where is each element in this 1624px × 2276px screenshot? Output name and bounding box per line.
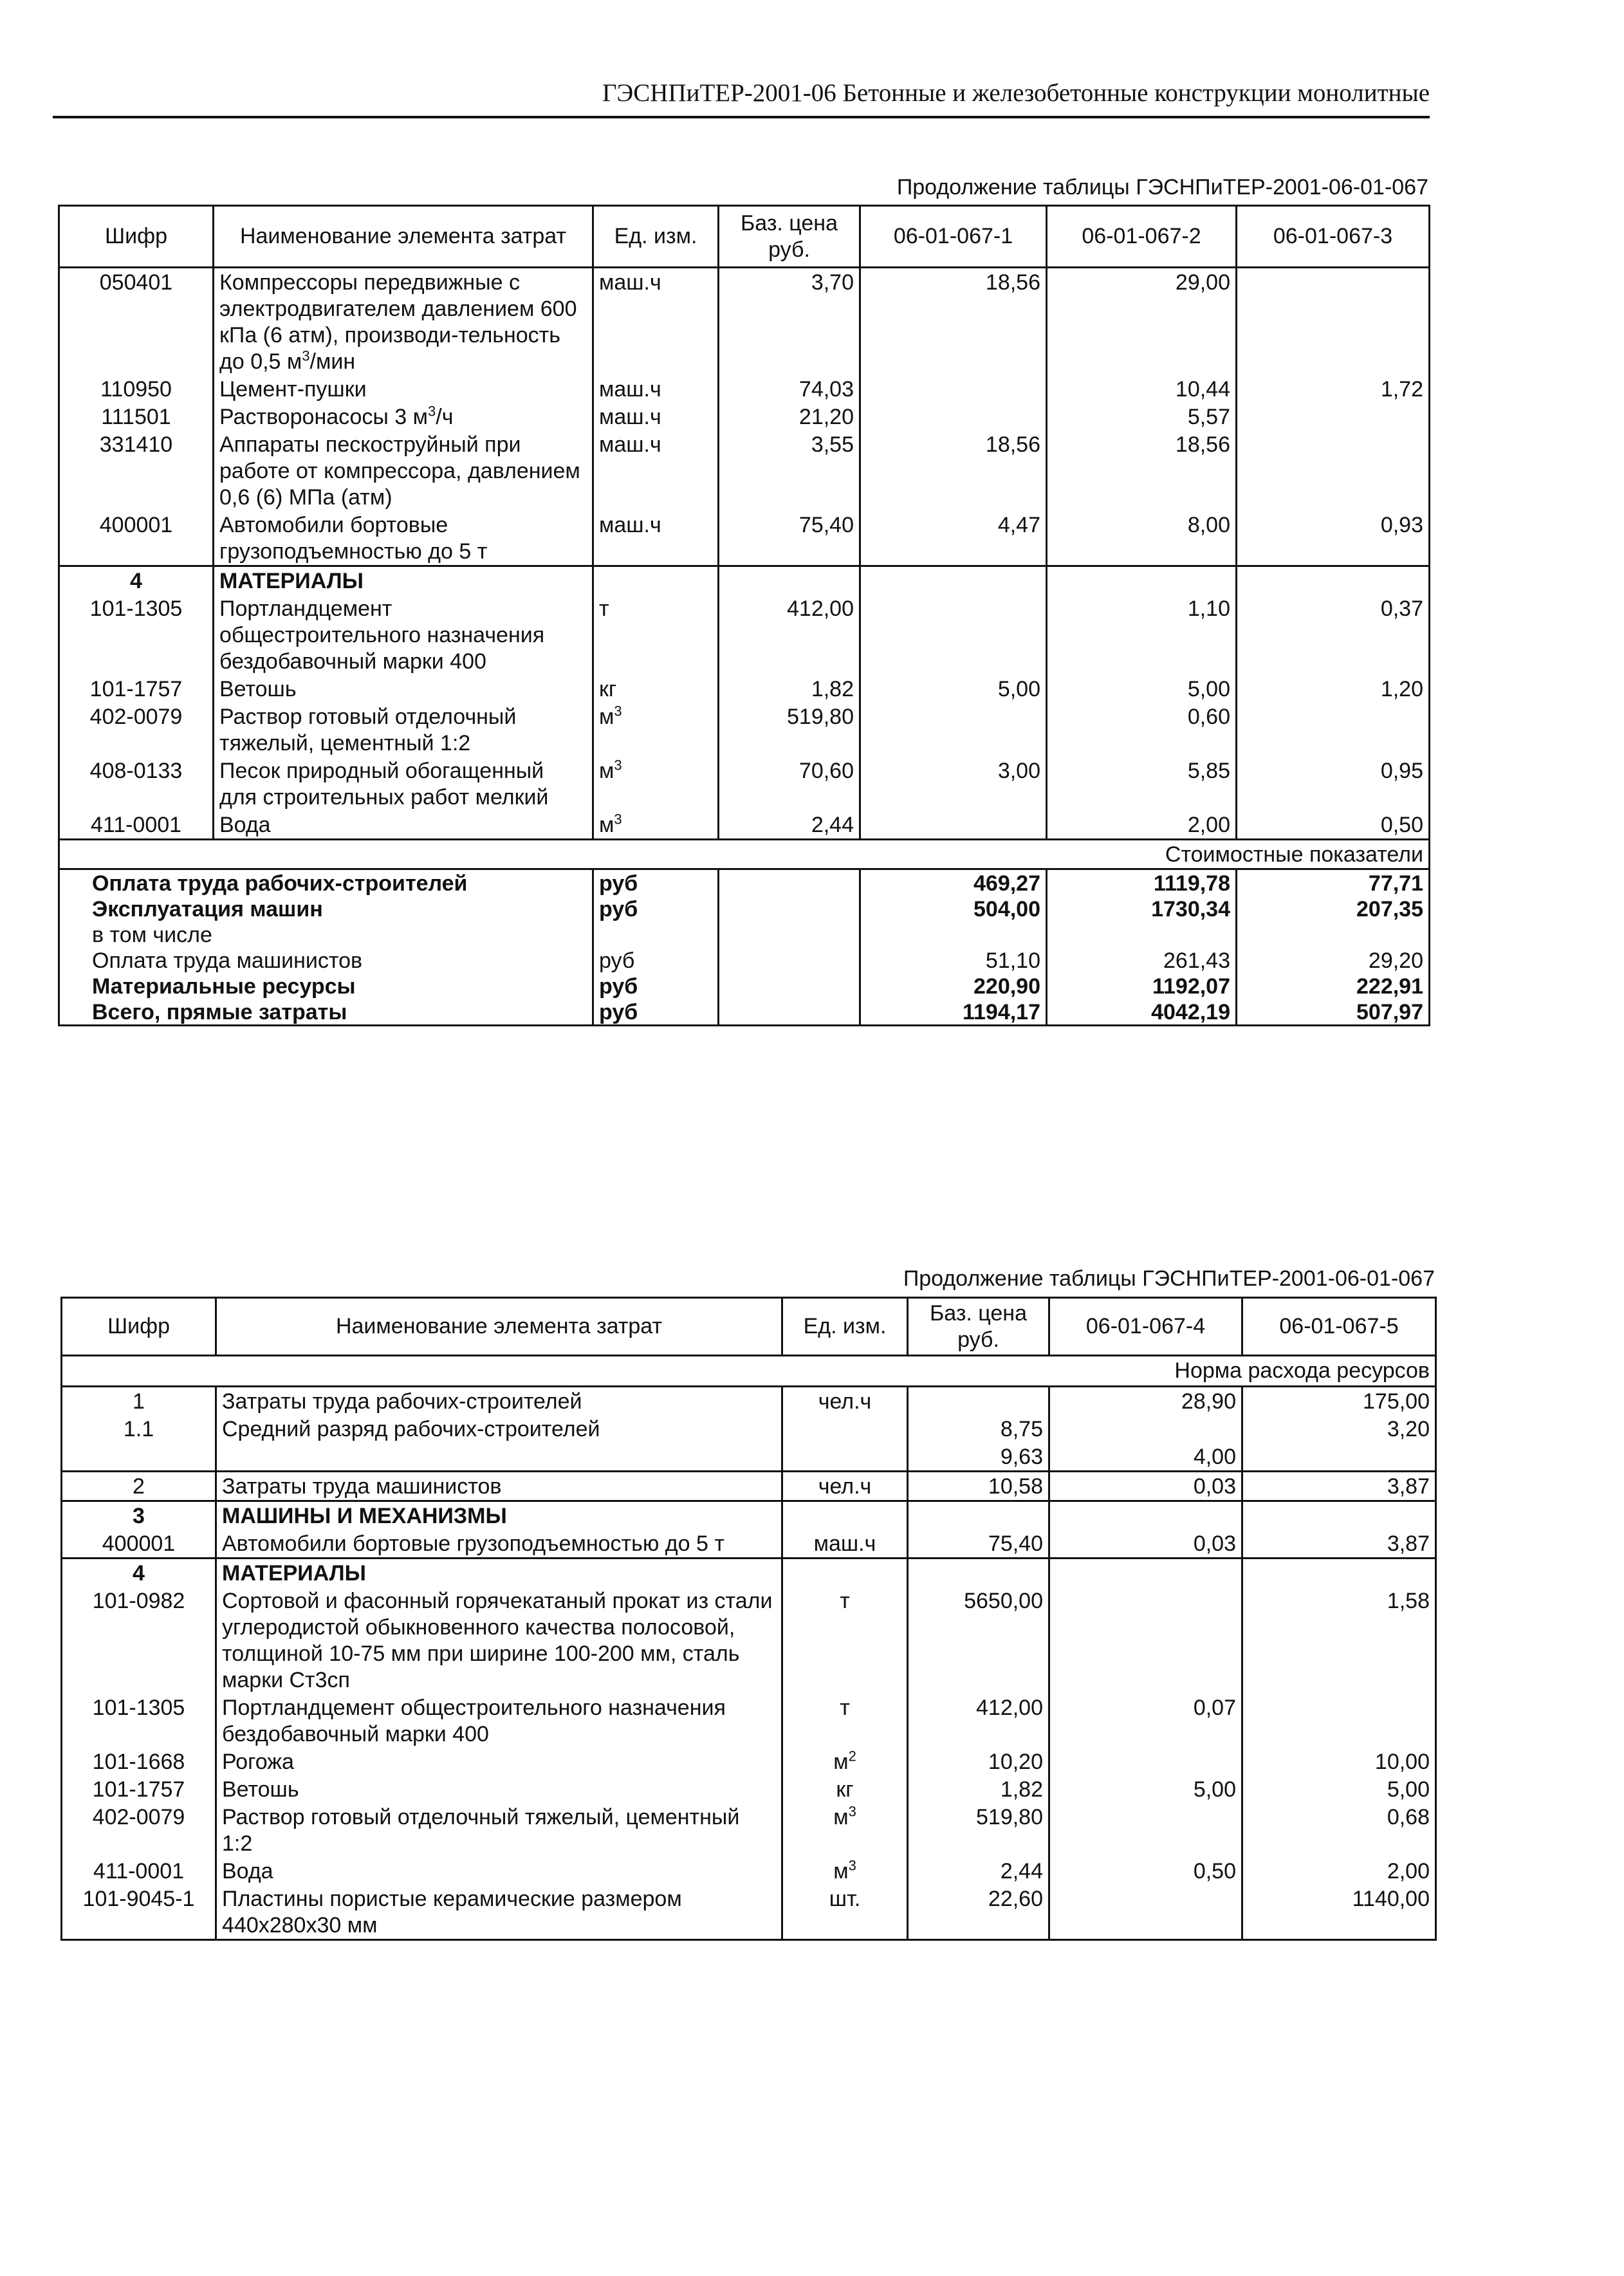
section-code: 4 (62, 1559, 216, 1587)
table-cell: 175,00 (1242, 1387, 1436, 1416)
table-cell (719, 566, 860, 595)
table-cell: 10,20 (908, 1748, 1049, 1775)
cost-label: Эксплуатация машин (59, 896, 593, 921)
cost-value: 29,20 (1237, 947, 1430, 973)
table-cell: 0,37 (1237, 595, 1430, 675)
col-header: Шифр (59, 206, 214, 268)
material-row (62, 1775, 1436, 1803)
table-cell: маш.ч (593, 375, 719, 403)
labor-row (62, 1443, 1436, 1472)
table-cell: 1 (62, 1387, 216, 1416)
table-cell: 3,87 (1242, 1472, 1436, 1501)
cost-base (719, 896, 860, 921)
table2-header-row (62, 1298, 1436, 1356)
labor-row (62, 1387, 1436, 1416)
table-cell: 110950 (59, 375, 214, 403)
norm-heading: Норма расхода ресурсов (62, 1356, 1436, 1387)
table-cell: Автомобили бортовые грузоподъемностью до 5 т (216, 1530, 782, 1559)
table-cell: 408-0133 (59, 757, 214, 811)
table-cell: чел.ч (782, 1472, 908, 1501)
machine-row (59, 375, 1430, 403)
machine-row (59, 430, 1430, 511)
table-cell: 70,60 (719, 757, 860, 811)
table-cell (1049, 1587, 1242, 1694)
section-code: 3 (62, 1501, 216, 1530)
col-header: Шифр (62, 1298, 216, 1356)
table-cell: 411-0001 (59, 811, 214, 840)
table-cell: Цемент-пушки (214, 375, 593, 403)
cost-value (860, 921, 1047, 947)
table-cell (1237, 403, 1430, 430)
table-cell: 101-1305 (59, 595, 214, 675)
table-cell: 2,00 (1242, 1857, 1436, 1885)
table-cell: т (782, 1587, 908, 1694)
table-cell: 101-0982 (62, 1587, 216, 1694)
cost-heading-row (59, 840, 1430, 869)
table-cell (1237, 566, 1430, 595)
material-row (59, 703, 1430, 757)
machine-row (59, 268, 1430, 376)
table-cell: 101-1305 (62, 1694, 216, 1748)
col-header: 06-01-067-4 (1049, 1298, 1242, 1356)
col-header: Баз. цена руб. (908, 1298, 1049, 1356)
table-cell: Раствор готовый отделочный тяжелый, цементный 1:2 (214, 703, 593, 757)
table-cell (62, 1443, 216, 1472)
cost-value: 77,71 (1237, 869, 1430, 896)
resource-table-2 (60, 1297, 1437, 1941)
cost-unit: руб (593, 973, 719, 999)
cost-base (719, 973, 860, 999)
table-cell: 5,85 (1047, 757, 1237, 811)
table-cell: 0,93 (1237, 511, 1430, 566)
table-cell: маш.ч (593, 511, 719, 566)
table-cell: 402-0079 (59, 703, 214, 757)
table-cell: 3,20 (1242, 1415, 1436, 1443)
table-cell: кг (782, 1775, 908, 1803)
section-title: МАШИНЫ И МЕХАНИЗМЫ (216, 1501, 782, 1530)
table-cell: 18,56 (860, 430, 1047, 511)
machine-row (59, 403, 1430, 430)
cost-heading: Стоимостные показатели (59, 840, 1430, 869)
section-title: МАТЕРИАЛЫ (216, 1559, 782, 1587)
col-header: Баз. цена руб. (719, 206, 860, 268)
material-row (59, 811, 1430, 840)
section-row (62, 1559, 1436, 1587)
cost-unit (593, 921, 719, 947)
material-row (59, 757, 1430, 811)
table-cell: 3,70 (719, 268, 860, 376)
table-cell: 101-1668 (62, 1748, 216, 1775)
table-cell: 10,00 (1242, 1748, 1436, 1775)
table-cell (1049, 1559, 1242, 1587)
table-cell: 519,80 (719, 703, 860, 757)
material-row (59, 675, 1430, 703)
table-cell: 0,60 (1047, 703, 1237, 757)
table-cell: 412,00 (908, 1694, 1049, 1748)
machine-row (62, 1530, 1436, 1559)
table-cell: Автомобили бортовые грузоподъемностью до 5 т (214, 511, 593, 566)
cost-label: в том числе (59, 921, 593, 947)
table-cell (1049, 1885, 1242, 1940)
table-cell: 5,57 (1047, 403, 1237, 430)
table-cell: 3,00 (860, 757, 1047, 811)
table-cell: 1,20 (1237, 675, 1430, 703)
table-cell (860, 403, 1047, 430)
material-row (59, 595, 1430, 675)
cost-row (59, 999, 1430, 1026)
table-cell: маш.ч (593, 430, 719, 511)
cost-row (59, 869, 1430, 896)
page-header (53, 79, 1430, 118)
table-cell: 402-0079 (62, 1803, 216, 1857)
table-cell: 411-0001 (62, 1857, 216, 1885)
cost-value: 51,10 (860, 947, 1047, 973)
table-cell: 1,10 (1047, 595, 1237, 675)
table-cell: $м^3$ (782, 1857, 908, 1885)
table-cell: $м^3$ (593, 703, 719, 757)
table-cell: 400001 (59, 511, 214, 566)
cost-value: 1194,17 (860, 999, 1047, 1026)
table-cell: шт. (782, 1885, 908, 1940)
table-cell: 18,56 (860, 268, 1047, 376)
table-cell: 5,00 (1242, 1775, 1436, 1803)
cost-value (1237, 921, 1430, 947)
table-cell: 8,75 (908, 1415, 1049, 1443)
cost-unit: руб (593, 947, 719, 973)
col-header: 06-01-067-3 (1237, 206, 1430, 268)
cost-value: 220,90 (860, 973, 1047, 999)
table-cell (860, 375, 1047, 403)
table-cell: 5,00 (860, 675, 1047, 703)
table-cell (1049, 1501, 1242, 1530)
table-cell: Растворонасосы 3 $м^3/ч$ (214, 403, 593, 430)
table-cell: Средний разряд рабочих-строителей (216, 1415, 782, 1443)
table-cell (1047, 566, 1237, 595)
table-cell: Портландцемент общестроительного назначения бездобавочный марки 400 (216, 1694, 782, 1748)
cost-value: 1119,78 (1047, 869, 1237, 896)
table-cell: 28,90 (1049, 1387, 1242, 1416)
table2-caption: Продолжение таблицы ГЭСНПиТЕР-2001-06-01-067 (903, 1266, 1435, 1291)
cost-row (59, 947, 1430, 973)
table-cell (782, 1415, 908, 1443)
cost-value: 207,35 (1237, 896, 1430, 921)
table-cell (1242, 1559, 1436, 1587)
table-cell: маш.ч (593, 403, 719, 430)
cost-base (719, 999, 860, 1026)
section-code: 4 (59, 566, 214, 595)
table-cell: 4,47 (860, 511, 1047, 566)
cost-value: 222,91 (1237, 973, 1430, 999)
table-cell: 2,00 (1047, 811, 1237, 840)
table-cell: 18,56 (1047, 430, 1237, 511)
table-cell: т (782, 1694, 908, 1748)
table-cell: Компрессоры передвижные с электродвигателем давлением 600 кПа (6 атм), производи-тельность до 0,5 $м^3$/мин (214, 268, 593, 376)
table-cell: 74,03 (719, 375, 860, 403)
table-cell: т (593, 595, 719, 675)
table-cell: кг (593, 675, 719, 703)
table-cell: 101-9045-1 (62, 1885, 216, 1940)
machine-row (59, 511, 1430, 566)
cost-row (59, 973, 1430, 999)
table-cell: 331410 (59, 430, 214, 511)
table-cell (908, 1559, 1049, 1587)
cost-value: 4042,19 (1047, 999, 1237, 1026)
col-header: 06-01-067-2 (1047, 206, 1237, 268)
table-cell: 1,58 (1242, 1587, 1436, 1694)
table-cell: 1,82 (908, 1775, 1049, 1803)
table-cell: Пластины пористые керамические размером 440х280х30 мм (216, 1885, 782, 1940)
table-cell: Раствор готовый отделочный тяжелый, цементный 1:2 (216, 1803, 782, 1857)
material-row (62, 1694, 1436, 1748)
table-cell: 0,07 (1049, 1694, 1242, 1748)
section-row (59, 566, 1430, 595)
table-cell (860, 595, 1047, 675)
cost-value: 504,00 (860, 896, 1047, 921)
table-cell (1237, 430, 1430, 511)
table-cell (782, 1559, 908, 1587)
table-cell: Аппараты пескоструйный при работе от компрессора, давлением 0,6 (6) МПа (атм) (214, 430, 593, 511)
table-cell: 1.1 (62, 1415, 216, 1443)
table-cell (1242, 1443, 1436, 1472)
table-cell: 101-1757 (59, 675, 214, 703)
table-cell (782, 1501, 908, 1530)
table-cell: 0,50 (1049, 1857, 1242, 1885)
table-cell (908, 1501, 1049, 1530)
table-cell: 5,00 (1049, 1775, 1242, 1803)
table-cell: 2,44 (908, 1857, 1049, 1885)
table-cell: чел.ч (782, 1387, 908, 1416)
cost-unit: руб (593, 999, 719, 1026)
cost-label: Оплата труда рабочих-строителей (59, 869, 593, 896)
table-cell: 050401 (59, 268, 214, 376)
table-cell (860, 703, 1047, 757)
table-cell: 0,03 (1049, 1472, 1242, 1501)
table-cell: 1,82 (719, 675, 860, 703)
table-cell (1242, 1694, 1436, 1748)
table-cell: Рогожа (216, 1748, 782, 1775)
cost-value (1047, 921, 1237, 947)
table-cell: Ветошь (216, 1775, 782, 1803)
table-cell (1237, 268, 1430, 376)
cost-label: Всего, прямые затраты (59, 999, 593, 1026)
table-cell: Вода (216, 1857, 782, 1885)
table-cell: 2,44 (719, 811, 860, 840)
table-cell (216, 1443, 782, 1472)
table-cell: $м^3$ (782, 1803, 908, 1857)
table-cell (1049, 1748, 1242, 1775)
material-row (62, 1857, 1436, 1885)
table-cell (1242, 1501, 1436, 1530)
table-cell: 29,00 (1047, 268, 1237, 376)
cost-value: 261,43 (1047, 947, 1237, 973)
table-cell: 2 (62, 1472, 216, 1501)
table-cell (782, 1443, 908, 1472)
cost-unit: руб (593, 869, 719, 896)
table-cell: 21,20 (719, 403, 860, 430)
table-cell: 22,60 (908, 1885, 1049, 1940)
col-header: Ед. изм. (593, 206, 719, 268)
table-cell: 0,03 (1049, 1530, 1242, 1559)
col-header: Ед. изм. (782, 1298, 908, 1356)
cost-label: Оплата труда машинистов (59, 947, 593, 973)
table-cell: 519,80 (908, 1803, 1049, 1857)
labor-row (62, 1415, 1436, 1443)
table-cell (860, 811, 1047, 840)
table-cell: 0,95 (1237, 757, 1430, 811)
cost-row (59, 921, 1430, 947)
resource-table-1 (58, 205, 1430, 1026)
table-cell: Ветошь (214, 675, 593, 703)
table-cell (908, 1387, 1049, 1416)
material-row (62, 1885, 1436, 1940)
table-cell: $м^3$ (593, 757, 719, 811)
table-cell: Песок природный обогащенный для строительных работ мелкий (214, 757, 593, 811)
material-row (62, 1748, 1436, 1775)
col-header: Наименование элемента затрат (216, 1298, 782, 1356)
table-cell: 3,87 (1242, 1530, 1436, 1559)
table-cell: $м^2$ (782, 1748, 908, 1775)
table-cell (1237, 703, 1430, 757)
cost-base (719, 921, 860, 947)
col-header: Наименование элемента затрат (214, 206, 593, 268)
table-cell: Сортовой и фасонный горячекатаный прокат из стали углеродистой обыкновенного качества полосовой, толщиной 10-75 мм при ширине 100-200 мм, сталь марки Ст3сп (216, 1587, 782, 1694)
table-cell: маш.ч (782, 1530, 908, 1559)
table-cell: 111501 (59, 403, 214, 430)
table-cell (593, 566, 719, 595)
table-cell: 75,40 (719, 511, 860, 566)
table-cell: 8,00 (1047, 511, 1237, 566)
material-row (62, 1803, 1436, 1857)
cost-base (719, 869, 860, 896)
table-cell: 5,00 (1047, 675, 1237, 703)
cost-unit: руб (593, 896, 719, 921)
cost-value: 1192,07 (1047, 973, 1237, 999)
table-cell (1049, 1803, 1242, 1857)
cost-label: Материальные ресурсы (59, 973, 593, 999)
table1-caption: Продолжение таблицы ГЭСНПиТЕР-2001-06-01-067 (896, 175, 1428, 199)
table-cell: 4,00 (1049, 1443, 1242, 1472)
material-row (62, 1587, 1436, 1694)
table-cell (1049, 1415, 1242, 1443)
table-cell: 412,00 (719, 595, 860, 675)
table-cell: Затраты труда машинистов (216, 1472, 782, 1501)
section-title: МАТЕРИАЛЫ (214, 566, 593, 595)
table-cell: 1,72 (1237, 375, 1430, 403)
document-title: ГЭСНПиТЕР-2001-06 Бетонные и железобетонные конструкции монолитные (602, 79, 1430, 107)
col-header: 06-01-067-5 (1242, 1298, 1436, 1356)
cost-base (719, 947, 860, 973)
cost-value: 1730,34 (1047, 896, 1237, 921)
cost-value: 507,97 (1237, 999, 1430, 1026)
table-cell: Портландцемент общестроительного назначения бездобавочный марки 400 (214, 595, 593, 675)
table1-header-row (59, 206, 1430, 268)
table-cell: 1140,00 (1242, 1885, 1436, 1940)
table-cell: Вода (214, 811, 593, 840)
table-cell: $м^3$ (593, 811, 719, 840)
col-header: 06-01-067-1 (860, 206, 1047, 268)
table-cell: 10,58 (908, 1472, 1049, 1501)
cost-value: 469,27 (860, 869, 1047, 896)
table-cell: 0,50 (1237, 811, 1430, 840)
section-row (62, 1501, 1436, 1530)
table-cell: 75,40 (908, 1530, 1049, 1559)
table-cell: 10,44 (1047, 375, 1237, 403)
table-cell: 0,68 (1242, 1803, 1436, 1857)
labor-row (62, 1472, 1436, 1501)
table-cell: Затраты труда рабочих-строителей (216, 1387, 782, 1416)
table-cell: 3,55 (719, 430, 860, 511)
table-cell (860, 566, 1047, 595)
table-cell: 400001 (62, 1530, 216, 1559)
table-cell: 9,63 (908, 1443, 1049, 1472)
table-cell: 101-1757 (62, 1775, 216, 1803)
norm-heading-row (62, 1356, 1436, 1387)
cost-row (59, 896, 1430, 921)
table-cell: маш.ч (593, 268, 719, 376)
table-cell: 5650,00 (908, 1587, 1049, 1694)
